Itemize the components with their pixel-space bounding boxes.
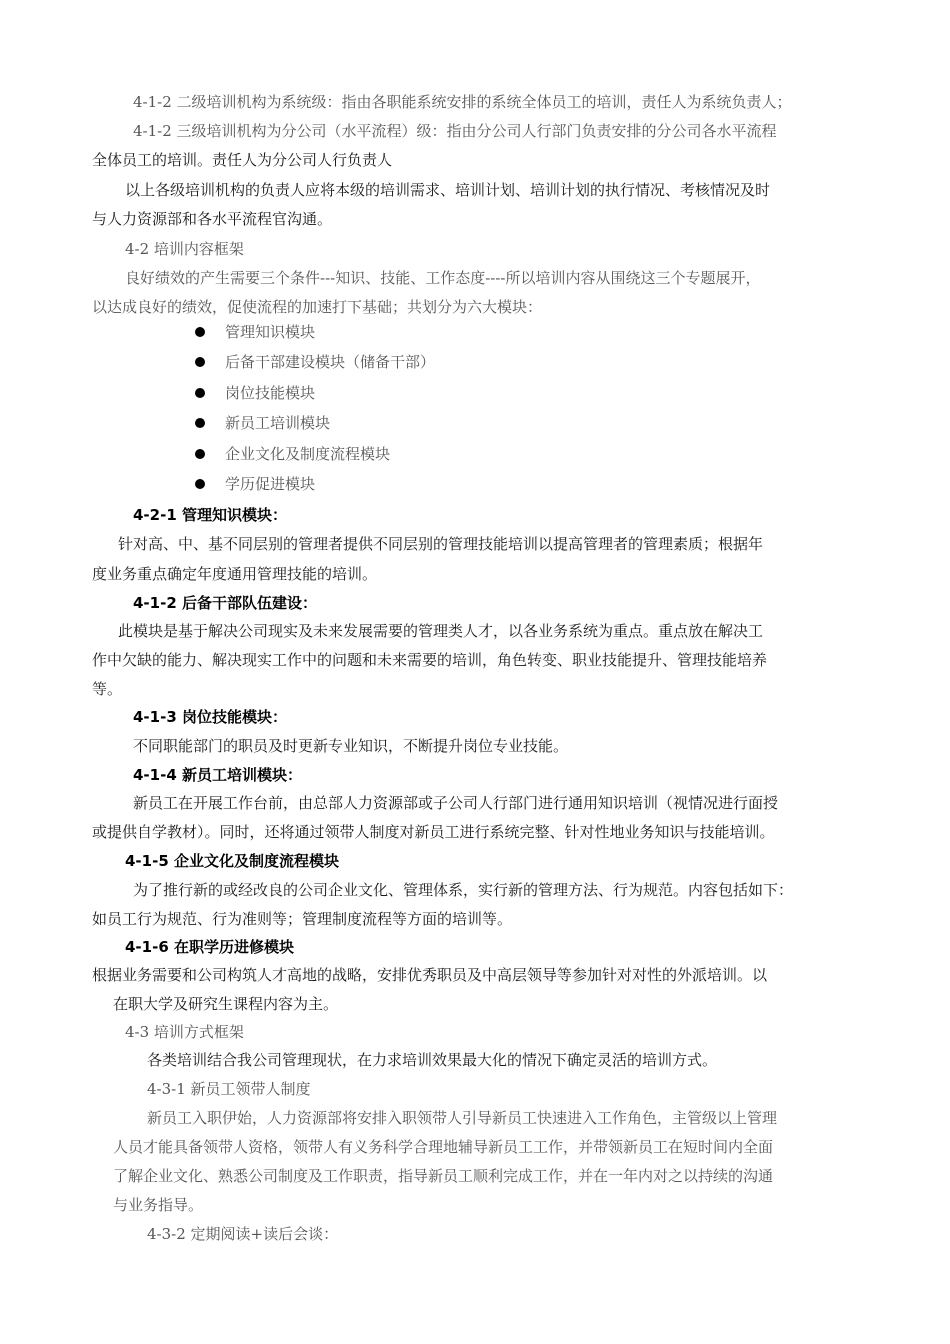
section-heading: 4-3 培训方式框架	[125, 1023, 244, 1041]
paragraph-line: 以上各级培训机构的负责人应将本级的培训需求、培训计划、培训计划的执行情况、考核情况及时	[125, 181, 771, 199]
paragraph-line: 此模块是基于解决公司现实及未来发展需要的管理类人才，以各业务系统为重点。重点放在解决工	[118, 622, 764, 640]
subsection-heading: 4-3-2 定期阅读+读后会谈：	[147, 1225, 339, 1243]
bullet-label: 管理知识模块	[225, 323, 316, 341]
module-heading: 4-2-1 管理知识模块：	[133, 506, 287, 524]
module-heading: 4-1-4 新员工培训模块：	[133, 766, 302, 784]
paragraph-line: 4-1-2 三级培训机构为分公司（水平流程）级：指由分公司人行部门负责安排的分公司各水平流程	[133, 122, 777, 140]
paragraph-line: 作中欠缺的能力、解决现实工作中的问题和未来需要的培训，角色转变、职业技能提升、管理技能培养	[92, 651, 768, 669]
paragraph-line: 或提供自学教材）。同时，还将通过领带人制度对新员工进行系统完整、针对性地业务知识与技能培训。	[92, 823, 775, 841]
paragraph-line: 全体员工的培训。责任人为分公司人行负责人	[92, 151, 393, 169]
bullet-dot-icon	[195, 388, 205, 398]
paragraph-line: 各类培训结合我公司管理现状，在力求培训效果最大化的情况下确定灵活的培训方式。	[147, 1051, 718, 1069]
module-heading: 4-1-5 企业文化及制度流程模块	[125, 852, 339, 870]
bullet-dot-icon	[195, 479, 205, 489]
bullet-label: 学历促进模块	[225, 475, 316, 493]
paragraph-line: 针对高、中、基不同层别的管理者提供不同层别的管理技能培训以提高管理者的管理素质；根据年	[118, 535, 764, 553]
bullet-dot-icon	[195, 327, 205, 337]
paragraph-line: 在职大学及研究生课程内容为主。	[113, 995, 339, 1013]
paragraph-line: 良好绩效的产生需要三个条件---知识、技能、工作态度----所以培训内容从围绕这三个专题展开，	[125, 269, 761, 287]
paragraph-line: 不同职能部门的职员及时更新专业知识，不断提升岗位专业技能。	[133, 737, 569, 755]
paragraph-line: 人员才能具备领带人资格，领带人有义务科学合理地辅导新员工工作，并带领新员工在短时间内全面	[113, 1138, 774, 1156]
bullet-dot-icon	[195, 357, 205, 367]
paragraph-line: 新员工入职伊始，人力资源部将安排入职领带人引导新员工快速进入工作角色，主管级以上管理	[147, 1109, 778, 1127]
paragraph-line: 4-1-2 二级培训机构为系统级：指由各职能系统安排的系统全体员工的培训，责任人为系统负责人；	[133, 93, 792, 111]
paragraph-line: 与人力资源部和各水平流程官沟通。	[92, 210, 333, 228]
module-heading: 4-1-6 在职学历进修模块	[125, 938, 294, 956]
module-heading: 4-1-3 岗位技能模块：	[133, 708, 287, 726]
bullet-label: 新员工培训模块	[225, 414, 331, 432]
paragraph-line: 以达成良好的绩效，促使流程的加速打下基础；共划分为六大模块：	[92, 298, 543, 316]
subsection-heading: 4-3-1 新员工领带人制度	[147, 1080, 311, 1098]
paragraph-line: 新员工在开展工作台前，由总部人力资源部或子公司人行部门进行通用知识培训（视情况进行面授	[133, 794, 779, 812]
bullet-label: 企业文化及制度流程模块	[225, 445, 391, 463]
bullet-dot-icon	[195, 418, 205, 428]
section-heading: 4-2 培训内容框架	[125, 240, 244, 258]
paragraph-line: 度业务重点确定年度通用管理技能的培训。	[92, 565, 378, 583]
paragraph-line: 根据业务需要和公司构筑人才高地的战略，安排优秀职员及中高层领导等参加针对对性的外派培训。以	[92, 966, 768, 984]
bullet-label: 后备干部建设模块（储备干部）	[225, 353, 436, 371]
paragraph-line: 等。	[92, 680, 123, 698]
bullet-label: 岗位技能模块	[225, 384, 316, 402]
module-heading: 4-1-2 后备干部队伍建设：	[133, 594, 317, 612]
paragraph-line: 如员工行为规范、行为准则等；管理制度流程等方面的培训等。	[92, 910, 513, 928]
paragraph-line: 与业务指导。	[113, 1196, 204, 1214]
paragraph-line: 了解企业文化、熟悉公司制度及工作职责，指导新员工顺利完成工作，并在一年内对之以持续的沟通	[113, 1167, 774, 1185]
bullet-dot-icon	[195, 449, 205, 459]
paragraph-line: 为了推行新的或经改良的公司企业文化、管理体系，实行新的管理方法、行为规范。内容包括如下：	[133, 881, 794, 899]
